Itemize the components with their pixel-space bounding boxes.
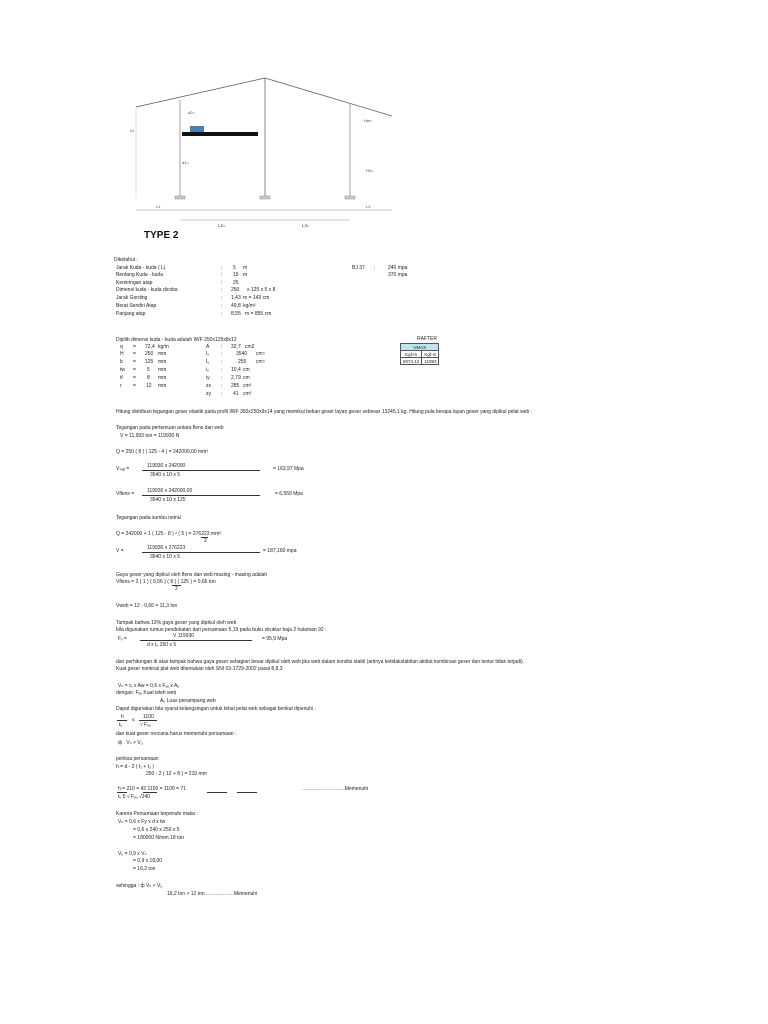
dk-colon: : — [221, 311, 223, 317]
ht-den: tᵤ — [119, 722, 123, 728]
dim-l3: L3= — [302, 223, 310, 228]
pr-3-val: 10,4 — [231, 367, 241, 373]
para-design-shear: dan kuat geser rencana harus memenuhi persamaan : — [116, 731, 237, 737]
diketahui-heading: Diketahui : — [114, 257, 138, 263]
profil-heading: Dipilih dimensi kuda - kuda adalah IWF 250x125x8x12 — [116, 337, 237, 343]
fu-value: 370 mpa — [388, 272, 408, 278]
pr-4-sep: : — [221, 375, 223, 381]
v2-label: V = — [116, 548, 124, 554]
ht-rhs-den: √ Fᵧᵤ — [140, 722, 151, 728]
pr-0-val: 32,7 — [231, 344, 241, 350]
vu-line-2: = 0,9 x 18,00 — [133, 858, 163, 864]
dk-colon: : — [221, 303, 223, 309]
vu-line-1: Vᵤ = 0,9 x Vₙ — [118, 851, 147, 857]
pr-0-sym: A — [206, 344, 210, 350]
section-flens-web-forces: Gaya geser yang dipikul oleh flens dan web masing - masing adalah — [116, 572, 268, 578]
figure-title: TYPE 2 — [144, 230, 179, 241]
fv-numerator: V 119930 — [173, 633, 195, 639]
dim-l2: L2= — [218, 223, 226, 228]
fv-label: Fᵥ = — [118, 636, 127, 642]
dim-d1: d1= — [182, 160, 189, 165]
dim-l3b: L3 — [366, 204, 371, 209]
para-conclusion: dari perhitungan di atas tampak bahwa gaya geser sebagian besar dipikul oleh web jika web dalam kondisi stabil (artinya ketidakstabilan akibat kombinasi geser dan lentur tidak terjadi). — [116, 659, 525, 665]
pl-2-sym: b — [120, 359, 123, 365]
pl-0-eq: = — [133, 344, 136, 350]
check-bar-4 — [237, 792, 257, 793]
pr-3-sym: iₓ — [206, 367, 209, 373]
ht-rhs-bar — [139, 720, 157, 721]
para-sni: Kuat geser nominal plat web ditentukan oleh SNI 03-1729-2002 pasal 8,8,3 — [116, 666, 283, 672]
dim-d2: d2= — [188, 110, 195, 115]
pl-5-eq: = — [133, 383, 136, 389]
dk-unit-1: m — [243, 272, 248, 278]
pr-2-unit: cm⁴ — [256, 359, 265, 365]
h-formula-2: 250 - 2 ( 12 + 8 ) = 210 mm — [146, 771, 207, 777]
fv-result: = 95,9 Mpa — [262, 636, 288, 642]
ht-rhs-num: 1100 — [143, 714, 154, 720]
bj-colon: : — [374, 265, 376, 271]
vsab-label: Vₛₐᵦ = — [116, 466, 130, 472]
pl-4-unit: mm — [158, 375, 167, 381]
vflens-fraction-bar — [142, 495, 260, 496]
pl-1-sym: H — [120, 351, 124, 357]
pr-3-sep: : — [221, 367, 223, 373]
pl-2-eq: = — [133, 359, 136, 365]
q2-half-den: 2 — [204, 538, 207, 544]
dk-val-6: 8,55 — [231, 311, 241, 317]
vn-line-2: = 0,6 x 240 x 250 x 5 — [133, 827, 180, 833]
check-bar-3 — [207, 792, 227, 793]
rafter-h2: Kgf-m — [422, 351, 439, 358]
section-check: periksa persamaan — [116, 756, 159, 762]
para-slenderness: Dapat digunakan bila syarat kelangsingan untuk tebal pelat web sebagai berikut dipenuhi : — [116, 706, 316, 712]
pr-5-sym: zx — [206, 383, 211, 389]
pr-0-sep: : — [221, 344, 223, 350]
vsab-numerator: 119930 x 242000 — [147, 463, 186, 469]
rafter-v2: 11993 — [422, 358, 439, 365]
dk-val-3: 250 — [231, 287, 240, 293]
ht-bar — [117, 720, 127, 721]
vsab-fraction-bar — [142, 470, 260, 471]
v2-denominator: 3540 x 10 x 5 — [150, 554, 181, 560]
vn-line-1: Vₙ = 0,6 x Fy x d x tw — [118, 819, 166, 825]
vsab-result: = 163,97 Mpa — [273, 466, 304, 472]
dk-colon: : — [221, 280, 223, 286]
bj-label: BJ 37 — [352, 265, 365, 271]
v2-fraction-bar — [142, 552, 260, 553]
fy-value: 240 mpa — [388, 265, 408, 271]
rafter-title: RAFTER — [417, 336, 437, 342]
pl-4-val: 8 — [147, 375, 150, 381]
check-result: ……………………..Memenuhi — [302, 786, 369, 792]
vflens-denominator: 3540 x 10 x 125 — [150, 497, 186, 503]
vu-line-3: = 16,2 ton — [133, 866, 156, 872]
check-denominator: tᵤ 5 √ Fᵧᵤ √240 — [118, 794, 151, 800]
dk-val-4: 1,43 — [231, 295, 241, 301]
pl-5-val: 12 — [146, 383, 152, 389]
pr-1-sym: Iₓ — [206, 351, 210, 357]
pl-0-sym: q — [120, 344, 123, 350]
pl-0-val: 72,4 — [145, 344, 155, 350]
dim-l1: L1 — [156, 204, 161, 209]
pl-3-unit: mm — [158, 367, 167, 373]
pl-0-unit: kg/m — [158, 344, 169, 350]
pr-3-unit: cm — [243, 367, 250, 373]
dk-val-1: 15 — [233, 272, 239, 278]
pr-1-unit: cm⁴ — [256, 351, 265, 357]
rafter-v1: 8074,12 — [401, 358, 422, 365]
pl-2-unit: mm — [158, 359, 167, 365]
pl-4-sym: tf — [120, 375, 123, 381]
vn-formula: Vₙ = τᵥ x Aw = 0,6 x Fᵧᵤ x Aᵤ — [118, 683, 180, 689]
fv-denominator: d x tᵤ 250 x 5 — [147, 642, 177, 648]
pr-6-val: 41 — [233, 391, 239, 397]
pl-1-eq: = — [133, 351, 136, 357]
pl-5-sym: r — [120, 383, 122, 389]
vsab-denominator: 3540 x 10 x 5 — [150, 472, 181, 478]
pr-2-sep: : — [221, 359, 223, 365]
dk-label-1: Bentang Kuda - kuda — [116, 272, 163, 278]
dk-unit-0: m — [243, 265, 248, 271]
pl-5-unit: mm — [158, 383, 167, 389]
vflens-label: Vflens = — [116, 491, 135, 497]
dk-unit-5: kg/m² — [243, 303, 256, 309]
dk-label-3: Dimensi kuda - kuda dicoba — [116, 287, 178, 293]
v-line: V = 11,993 ton = 119930 N — [120, 433, 180, 439]
pr-1-val: 3540 — [236, 351, 248, 357]
pr-6-unit: cm³ — [243, 391, 252, 397]
pr-6-sym: zy — [206, 391, 211, 397]
dk-val-5: 49,8 — [231, 303, 241, 309]
para-intro: Hitung distribusi tegangan geser elastik pada profil IWF 350x250x9x14 yang memikul beban geser layan geser sebesar 13245,1 kg. Hitung pula berapa layan geser yang dipikul pelat web : — [116, 409, 533, 415]
pr-6-sep: : — [221, 391, 223, 397]
dk-label-4: Jarak Gording — [116, 295, 148, 301]
dim-hw: Hw= — [364, 118, 373, 123]
vflens-result: = 6,559 Mpa — [275, 491, 303, 497]
dk-unit-6: m = 855 cm — [245, 311, 272, 317]
pl-2-val: 125 — [145, 359, 154, 365]
dk-label-6: Panjang atap — [116, 311, 146, 317]
section-flens-web: Tegangan pada pertemuan antara flens dan web — [116, 425, 224, 431]
pr-5-sep: : — [221, 383, 223, 389]
pr-4-unit: cm — [243, 375, 250, 381]
dk-unit-4: m = 143 cm — [243, 295, 270, 301]
vn-line-3: = 180000 N/mm 18 ton — [133, 835, 185, 841]
check-numerator: h = 210 = 42 1100 = 1100 = 71 — [118, 786, 186, 792]
pl-3-sym: tw — [120, 367, 125, 373]
portal-frame-figure — [128, 72, 398, 247]
dk-label-5: Berat Sendiri Atap — [116, 303, 157, 309]
pl-3-val: 5 — [147, 367, 150, 373]
h-formula: h = d - 2 ( t₁ + t₂ ) — [116, 764, 155, 770]
dk-val-0: 5 — [233, 265, 236, 271]
ht-le: ≤ — [132, 717, 135, 723]
pl-1-val: 250 — [145, 351, 154, 357]
dengan-line: dengan: Fᵧᵤ Kuat leleh web — [116, 690, 177, 696]
pr-2-sym: Iᵧ — [206, 359, 209, 365]
para-13-percent: Tampak bahwa 13% gaya geser yang dipikul oleh web — [116, 620, 237, 626]
aw-line: Aᵤ Luas penampang web — [160, 698, 216, 704]
pl-1-unit: mm — [158, 351, 167, 357]
dk-label-0: Jarak Kuda - kuda ( L) — [116, 265, 166, 271]
pr-2-val: 255 — [238, 359, 247, 365]
check-bar-2 — [143, 792, 157, 793]
pl-3-eq: = — [133, 367, 136, 373]
v2-numerator: 119930 x 276223 — [147, 545, 186, 551]
dk-colon: : — [221, 265, 223, 271]
dim-h3: H3= — [366, 168, 374, 173]
pr-4-sym: iy — [206, 375, 210, 381]
para-satisfied: Karena Persamaan terpenuhi maka : — [116, 811, 198, 817]
dk-colon: : — [221, 272, 223, 278]
v2-result: = 187,160 mpa — [263, 548, 297, 554]
pr-5-val: 285 — [231, 383, 240, 389]
pr-0-unit: cm2 — [245, 344, 255, 350]
pr-4-val: 2,79 — [231, 375, 241, 381]
dim-h1: h1 — [130, 128, 135, 133]
dk-val-2: 25 — [233, 280, 239, 286]
vweb-line: Vweb = 12 - 0,66 = 11,3 ton — [116, 603, 178, 609]
rafter-table — [400, 343, 439, 365]
q2-line: Q = 242000 + 1 ( 125 - 8 ) ² ( 5 ) = 276223 mm³ — [116, 531, 221, 537]
para-approx: bila digunakan rumus pendekatan dari persamaan 5,19 pada buku struktur baja 2 halaman 92 : — [116, 627, 327, 633]
vflens2-line: Vflens = 2 ( 1 ) ( 6,56 ) ( 8 ) ( 125 ) = 0,66 ton — [116, 579, 216, 585]
ht-num: h — [121, 714, 124, 720]
rafter-h1: Kgf-m — [401, 351, 422, 358]
dk-label-2: Kemiringan atap — [116, 280, 153, 286]
pr-1-sep: : — [221, 351, 223, 357]
phi-inequality: ф . Vₙ > Vᵤ — [118, 740, 143, 746]
rafter-vmax: VMAX — [401, 344, 439, 351]
dk-unit-3: x 125 x 5 x 8 — [247, 287, 276, 293]
q-line: Q = 250 ( 8 ) ( 125 - 4 ) = 242000,00 mm³ — [116, 449, 208, 455]
pr-5-unit: cm³ — [243, 383, 252, 389]
vflens-numerator: 119930 x 242000,00 — [147, 488, 193, 494]
check-bar-1 — [117, 792, 127, 793]
sehingga-line: sehingga : ф Vₙ > Vᵤ — [116, 883, 163, 889]
section-neutral-axis: Tegangan pada sumbu netral — [116, 515, 181, 521]
pl-4-eq: = — [133, 375, 136, 381]
dk-colon: : — [221, 287, 223, 293]
dk-colon: : — [221, 295, 223, 301]
fv-fraction-bar — [140, 640, 252, 641]
final-result: 16,2 ton > 12 ton ……………..Memenuhi — [167, 891, 258, 897]
vflens2-half-den: 2 — [175, 586, 178, 592]
